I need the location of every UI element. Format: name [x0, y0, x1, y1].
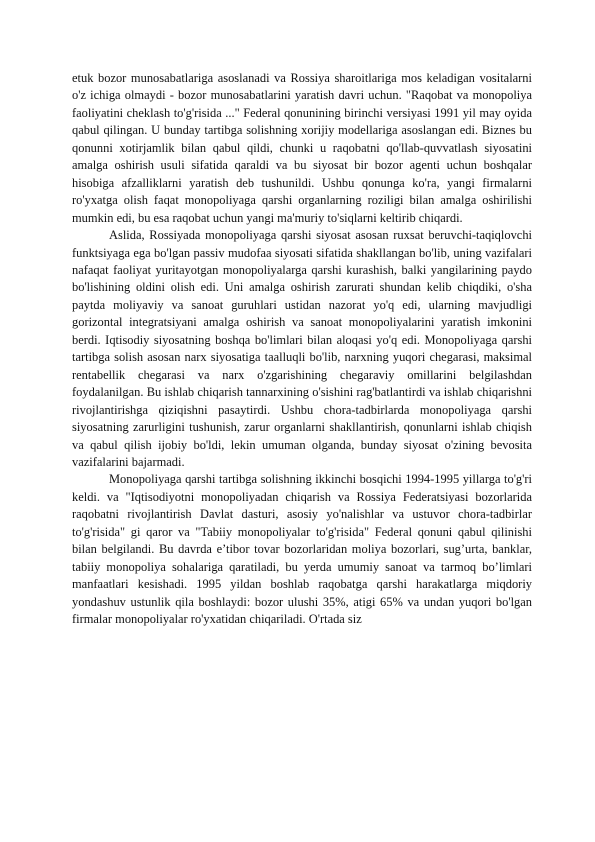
paragraph-continuation: etuk bozor munosabatlariga asoslanadi va Rossiya sharoitlariga mos keladigan vositalarni o'z ichiga olmaydi - bozor munosabatlarini yaratish davri uchun. "Raqobat va monopoliya faoliyatini cheklash to'g'risida ..." Federal qonunining birinchi versiyasi 1991 yil may oyida qabul qilingan. U bunday tartibga solishning xorijiy modellariga asoslangan edi. Biznes bu qonunni xotirjamlik bilan qabul qildi, chunki u raqobatni qo'llab-quvvatlash siyosatini amalga oshirish usuli sifatida qaraldi va bu siyosat bir bozor agenti uchun boshqalar hisobiga afzalliklarni yaratish deb tushunildi. Ushbu qonunga ko'ra, yangi firmalarni ro'yxatga olish faqat monopoliyaga qarshi organlarning roziligi bilan amalga oshirilishi mumkin edi, bu esa raqobat uchun yangi ma'muriy to'siqlarni keltirib chiqardi. [72, 71, 532, 225]
paragraph: Monopoliyaga qarshi tartibga solishning ikkinchi bosqichi 1994-1995 yillarga to'g'ri keldi. va "Iqtisodiyotni monopoliyadan chiqarish va Rossiya Federatsiyasi bozorlarida raqobatni rivojlantirish Davlat dasturi, asosiy yo'nalishlar va ustuvor chora-tadbirlar to'g'risida" gi qaror va "Tabiiy monopoliyalar to'g'risida" Federal qonuni qabul qilinishi bilan belgilandi. Bu davrda e’tibor tovar bozorlaridan moliya bozorlari, sug’urta, banklar, tabiiy monopoliya sohalariga qaratiladi, bu yerda umumiy sanoat va tarmoq bo’limlari manfaatlari kesishadi. 1995 yildan boshlab raqobatga qarshi harakatlarga miqdoriy yondashuv ustunlik qila boshlaydi: bozor ulushi 35%, atigi 65% va undan yuqori bo'lgan firmalar monopoliyalar ro'yxatidan chiqariladi. O'rtada siz [72, 472, 532, 627]
paragraph: Aslida, Rossiyada monopoliyaga qarshi siyosat asosan ruxsat beruvchi-taqiqlovchi funktsiyaga ega bo'lgan passiv mudofaa siyosati sifatida shakllangan bo'lib, uning vazifalari nafaqat faoliyat yuritayotgan monopoliyalarga qarshi kurashish, balki yangilarining paydo bo'lishining oldini olish edi. Uni amalga oshirish zarurati shundan kelib chiqdiki, o'sha paytda moliyaviy va sanoat guruhlari ustidan nazorat yo'q edi, ularning mavjudligi gorizontal integratsiyani amalga oshirish va sanoat monopoliyalarini yaratish imkonini berdi. Iqtisodiy siyosatning boshqa bo'limlari bilan aloqasi yo'q edi. Monopoliyaga qarshi tartibga solish asosan narx siyosatiga taalluqli bo'lib, narxning yuqori chegarasi, maksimal rentabellik chegarasi va narx o'zgarishining chegaraviy omillarini belgilashdan foydalanilgan. Bu ishlab chiqarish tannarxining o'sishini rag'batlantirdi va ishlab chiqarishni rivojlantirishga qiziqishni pasaytirdi. Ushbu chora-tadbirlarda monopoliyaga qarshi siyosatning zarurligini tushunish, zarur organlarni shakllantirish, qonunlarni ishlab chiqish va qabul qilish ijobiy bo'ldi, lekin umuman olganda, bunday siyosat o'zining bevosita vazifalarini bajarmadi. [72, 228, 532, 469]
body-text [72, 70, 532, 629]
